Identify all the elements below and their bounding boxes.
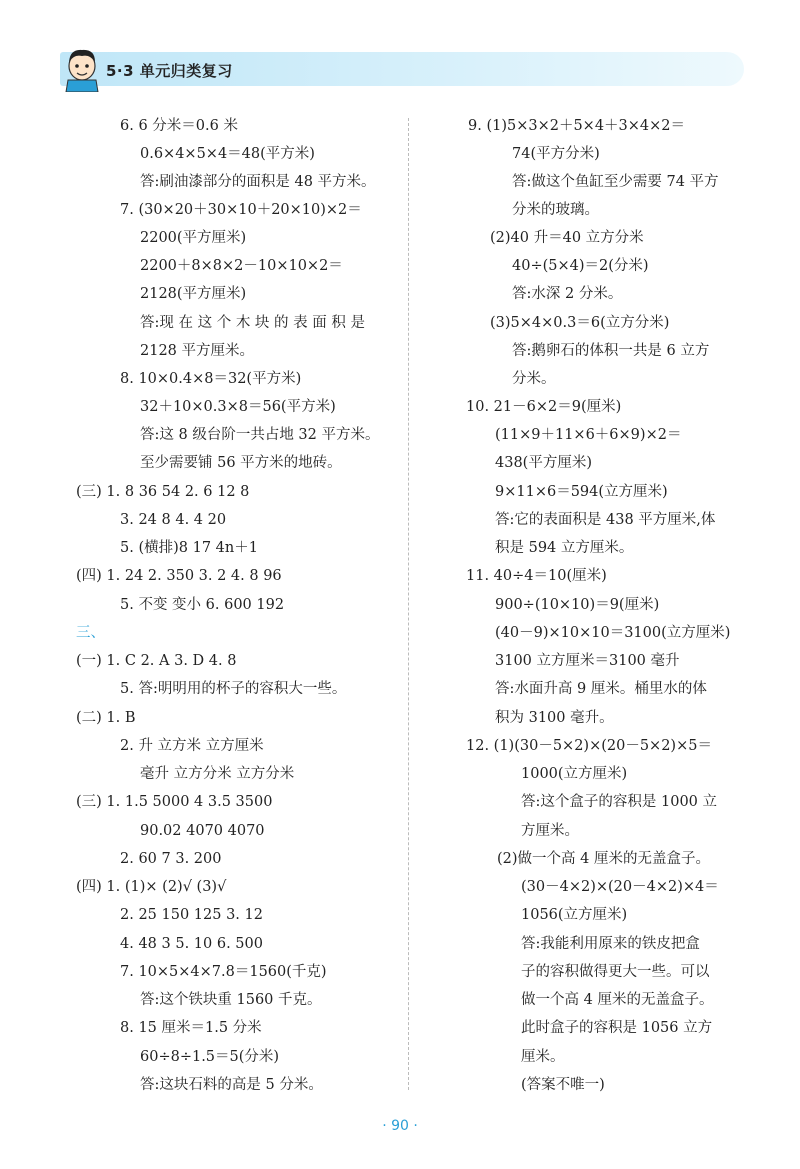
answer-line: 积为 3100 毫升。	[495, 710, 614, 726]
answer-line: 5. 答:明明用的杯子的容积大一些。	[120, 681, 347, 697]
answer-line: 积是 594 立方厘米。	[495, 540, 634, 556]
answer-line: (四) 1. 24 2. 350 3. 2 4. 8 96	[76, 568, 282, 584]
answer-line: 12. (1)(30－5×2)×(20－5×2)×5＝	[466, 738, 712, 754]
answer-line: (3)5×4×0.3＝6(立方分米)	[490, 315, 670, 331]
answer-line: 9. (1)5×3×2＋5×4＋3×4×2＝	[468, 118, 686, 134]
answer-line: 答:刷油漆部分的面积是 48 平方米。	[140, 174, 376, 190]
answer-line: 2. 25 150 125 3. 12	[120, 907, 263, 923]
mascot-boy-icon	[62, 44, 102, 92]
answer-line: (2)做一个高 4 厘米的无盖盒子。	[497, 851, 710, 867]
answer-line: 32＋10×0.3×8＝56(平方米)	[140, 399, 336, 415]
answer-line: 答:我能利用原来的铁皮把盒	[521, 936, 700, 952]
answer-line: (答案不唯一)	[521, 1077, 605, 1093]
answer-line: 5. 不变 变小 6. 600 192	[120, 597, 285, 613]
answer-line: (11×9＋11×6＋6×9)×2＝	[495, 427, 682, 443]
answer-line: (三) 1. 1.5 5000 4 3.5 3500	[76, 794, 273, 810]
answer-line: (2)40 升＝40 立方分米	[490, 230, 644, 246]
answer-line: 做一个高 4 厘米的无盖盒子。	[521, 992, 714, 1008]
answer-line: 1000(立方厘米)	[521, 766, 628, 782]
answer-line: 答:做这个鱼缸至少需要 74 平方	[512, 174, 719, 190]
answer-line: 三、	[76, 625, 105, 641]
answer-line: 438(平方厘米)	[495, 455, 592, 471]
answer-line: 答:这块石料的高是 5 分米。	[140, 1077, 323, 1093]
answer-line: 900÷(10×10)＝9(厘米)	[495, 597, 660, 613]
answer-line: 答:这 8 级台阶一共占地 32 平方米。	[140, 427, 380, 443]
answer-line: 答:这个铁块重 1560 千克。	[140, 992, 322, 1008]
answer-line: 方厘米。	[521, 823, 579, 839]
answer-line: 2200(平方厘米)	[140, 230, 247, 246]
answer-line: 1056(立方厘米)	[521, 907, 628, 923]
answer-line: 子的容积做得更大一些。可以	[521, 964, 710, 980]
answer-line: 4. 48 3 5. 10 6. 500	[120, 936, 263, 952]
answer-line: (一) 1. C 2. A 3. D 4. 8	[76, 653, 237, 669]
answer-line: 3. 24 8 4. 4 20	[120, 512, 227, 528]
answer-line: 厘米。	[521, 1049, 565, 1065]
answer-line: 答:现 在 这 个 木 块 的 表 面 积 是	[140, 315, 365, 331]
answer-line: 2128 平方厘米。	[140, 343, 255, 359]
answer-line: 分米。	[512, 371, 556, 387]
answer-line: 3100 立方厘米＝3100 毫升	[495, 653, 680, 669]
answer-line: 7. 10×5×4×7.8＝1560(千克)	[120, 964, 327, 980]
answer-line: 答:这个盒子的容积是 1000 立	[521, 794, 718, 810]
answer-line: 60÷8÷1.5＝5(分米)	[140, 1049, 280, 1065]
answer-line: 90.02 4070 4070	[140, 823, 265, 839]
answer-line: 此时盒子的容积是 1056 立方	[521, 1020, 713, 1036]
section-title: 5·3 单元归类复习	[106, 62, 233, 80]
answer-line: 答:鹅卵石的体积一共是 6 立方	[512, 343, 710, 359]
answer-line: 答:它的表面积是 438 平方厘米,体	[495, 512, 716, 528]
answer-line: 2. 升 立方米 立方厘米	[120, 738, 264, 754]
answer-line: 毫升 立方分米 立方分米	[140, 766, 295, 782]
answer-line: 11. 40÷4＝10(厘米)	[466, 568, 607, 584]
answer-line: 答:水深 2 分米。	[512, 286, 623, 302]
answer-line: 至少需要铺 56 平方米的地砖。	[140, 455, 342, 471]
answer-line: 答:水面升高 9 厘米。桶里水的体	[495, 681, 707, 697]
answer-line: 2128(平方厘米)	[140, 286, 247, 302]
page-number: · 90 ·	[382, 1118, 418, 1134]
column-divider	[408, 118, 409, 1090]
answer-line: 2. 60 7 3. 200	[120, 851, 222, 867]
answer-line: 分米的玻璃。	[512, 202, 599, 218]
answer-line: (30－4×2)×(20－4×2)×4＝	[521, 879, 719, 895]
answer-line: 8. 15 厘米＝1.5 分米	[120, 1020, 262, 1036]
answer-line: 7. (30×20＋30×10＋20×10)×2＝	[120, 202, 362, 218]
answer-line: 8. 10×0.4×8＝32(平方米)	[120, 371, 302, 387]
answer-line: 6. 6 分米＝0.6 米	[120, 118, 238, 134]
answer-line: (四) 1. (1)× (2)√ (3)√	[76, 879, 227, 895]
answer-line: (三) 1. 8 36 54 2. 6 12 8	[76, 484, 250, 500]
answer-line: 0.6×4×5×4＝48(平方米)	[140, 146, 315, 162]
answer-line: (40－9)×10×10＝3100(立方厘米)	[495, 625, 731, 641]
answer-line: (二) 1. B	[76, 710, 136, 726]
answer-line: 5. (横排)8 17 4n＋1	[120, 540, 258, 556]
answer-line: 74(平方分米)	[512, 146, 600, 162]
answer-line: 10. 21－6×2＝9(厘米)	[466, 399, 622, 415]
answer-line: 40÷(5×4)＝2(分米)	[512, 258, 649, 274]
answer-line: 2200＋8×8×2－10×10×2＝	[140, 258, 343, 274]
answer-line: 9×11×6＝594(立方厘米)	[495, 484, 668, 500]
